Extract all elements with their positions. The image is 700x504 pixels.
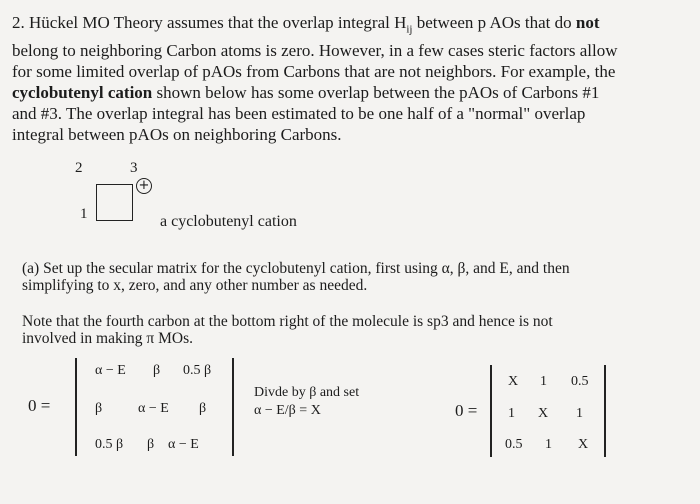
part-a-line-2: simplifying to x, zero, and any other number as needed. — [22, 277, 368, 294]
left-matrix-bar-right — [232, 358, 234, 456]
part-a-question — [22, 260, 570, 294]
right-cell-0-1: 1 — [540, 374, 547, 389]
positive-charge-icon: + — [136, 178, 152, 194]
right-cell-0-0: X — [508, 374, 519, 389]
right-matrix-bar-right — [604, 365, 606, 457]
carbon-label-3: 3 — [130, 160, 138, 176]
right-matrix-lhs: 0 = — [455, 401, 478, 420]
left-cell-1-0: β — [95, 401, 103, 416]
carbon-label-1: 1 — [80, 206, 88, 222]
problem-intro — [12, 12, 692, 145]
cyclobutenyl-ring — [96, 184, 133, 221]
carbon-label-2: 2 — [75, 160, 83, 176]
intro-line-1: 2. Hückel MO Theory assumes that the overlap integral $H_{ij}$ between p AOs that do not — [12, 13, 600, 36]
note-line-2: involved in making π MOs. — [22, 330, 193, 347]
left-cell-0-0: α − E — [95, 363, 126, 378]
intro-line-4: cyclobutenyl cation shown below has some overlap between the pAOs of Carbons #1 — [12, 83, 600, 103]
divide-note — [254, 384, 359, 420]
left-matrix-bar-left — [75, 358, 77, 456]
left-cell-2-2: α − E — [168, 437, 199, 452]
right-cell-1-0: 1 — [508, 406, 515, 421]
left-cell-1-2: β — [199, 401, 207, 416]
left-cell-1-1: α − E — [138, 401, 169, 416]
right-cell-1-1: X — [538, 406, 549, 421]
right-cell-0-2: 0.5 — [571, 374, 589, 389]
intro-line-3: for some limited overlap of pAOs from Carbons that are not neighbors. For example, the — [12, 62, 616, 82]
left-cell-0-2: 0.5 β — [183, 363, 212, 378]
right-matrix-bar-left — [490, 365, 492, 457]
left-cell-2-1: β — [147, 437, 155, 452]
intro-line-2: belong to neighboring Carbon atoms is zero. However, in a few cases steric factors allow — [12, 41, 618, 61]
part-a-line-1: (a) Set up the secular matrix for the cyclobutenyl cation, first using α, β, and E, and then — [22, 260, 570, 277]
right-cell-2-1: 1 — [545, 437, 552, 452]
sp3-note — [22, 313, 553, 347]
molecule-caption: a cyclobutenyl cation — [160, 213, 297, 230]
divide-note-line-1: Divde by β and set — [254, 385, 360, 400]
intro-line-5: and #3. The overlap integral has been estimated to be one half of a "normal" overlap — [12, 104, 586, 124]
left-cell-0-1: β — [153, 363, 161, 378]
intro-line-6: integral between pAOs on neighboring Carbons. — [12, 125, 342, 145]
note-line-1: Note that the fourth carbon at the bottom right of the molecule is sp3 and hence is not — [22, 313, 553, 330]
right-cell-1-2: 1 — [576, 406, 583, 421]
left-cell-2-0: 0.5 β — [95, 437, 124, 452]
divide-note-line-2: α − E/β = X — [254, 403, 321, 418]
left-matrix-lhs: 0 = — [28, 396, 51, 415]
right-cell-2-0: 0.5 — [505, 437, 523, 452]
right-cell-2-2: X — [578, 437, 589, 452]
